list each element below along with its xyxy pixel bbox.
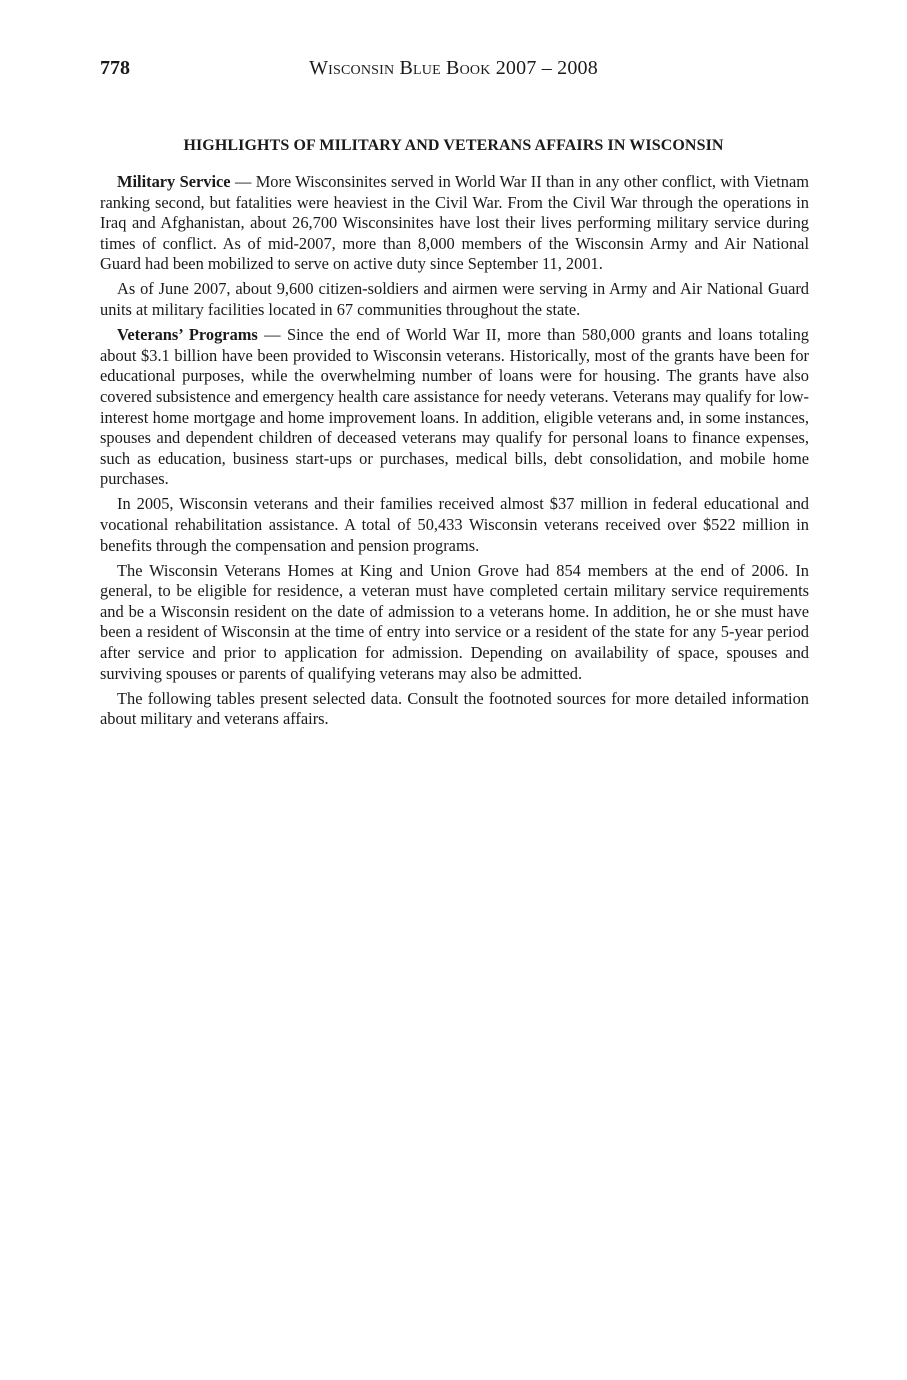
page-number: 778 bbox=[100, 57, 130, 79]
paragraph-veterans-programs bbox=[100, 325, 809, 490]
paragraph-text: As of June 2007, about 9,600 citizen-soldiers and airmen were serving in Army and Air National Guard units at military facilities located in 67 communities throughout the state. bbox=[100, 279, 809, 320]
running-head bbox=[0, 56, 907, 80]
paragraph-text: In 2005, Wisconsin veterans and their families received almost $37 million in federal educational and vocational rehabilitation assistance. A total of 50,433 Wisconsin veterans received over $522 million in benefits through the compensation and pension programs. bbox=[100, 494, 809, 555]
paragraph-text: — More Wisconsinites served in World War II than in any other conflict, with Vietnam ranking second, but fatalities were heaviest in the Civil War. From the Civil War through the operations in Iraq and Afghanistan, about 26,700 Wisconsinites have lost their lives performing military service during times of conflict. As of mid-2007, more than 8,000 members of the Wisconsin Army and Air National Guard had been mobilized to serve on active duty since September 11, 2001. bbox=[100, 172, 809, 274]
paragraph-tables-note bbox=[100, 689, 809, 730]
paragraph-text: — Since the end of World War II, more than 580,000 grants and loans totaling about $3.1 billion have been provided to Wisconsin veterans. Historically, most of the grants have been for educational purposes, while the overwhelming number of loans were for housing. The grants have also covered subsistence and emergency health care assistance for needy veterans. Veterans may qualify for low-interest home mortgage and home improvement loans. In addition, eligible veterans and, in some instances, spouses and dependent children of deceased veterans may qualify for personal loans to finance expenses, such as education, business start-ups or purchases, medical bills, debt consolidation, and mobile home purchases. bbox=[100, 325, 809, 489]
paragraph-federal-assistance bbox=[100, 494, 809, 556]
run-in-heading: Veterans’ Programs bbox=[117, 325, 258, 345]
paragraph-military-service bbox=[100, 172, 809, 275]
section-title: HIGHLIGHTS OF MILITARY AND VETERANS AFFAIRS IN WISCONSIN bbox=[183, 137, 724, 154]
body-text bbox=[100, 172, 809, 734]
paragraph-national-guard bbox=[100, 279, 809, 320]
run-in-heading: Military Service bbox=[117, 172, 231, 191]
paragraph-text: The following tables present selected data. Consult the footnoted sources for more detailed information about military and veterans affairs. bbox=[100, 688, 809, 729]
paragraph-text: The Wisconsin Veterans Homes at King and Union Grove had 854 members at the end of 2006. In general, to be eligible for residence, a veteran must have completed certain military service requirements and be a Wisconsin resident on the date of admission to a veterans home. In addition, he or she must have been a resident of Wisconsin at the time of entry into service or a resident of the state for any 5-year period after service and prior to application for admission. Depending on availability of space, spouses and surviving spouses or parents of qualifying veterans may also be admitted. bbox=[100, 560, 809, 683]
running-head-text: Wisconsin Blue Book 2007 – 2008 bbox=[309, 57, 598, 79]
paragraph-veterans-homes bbox=[100, 561, 809, 685]
